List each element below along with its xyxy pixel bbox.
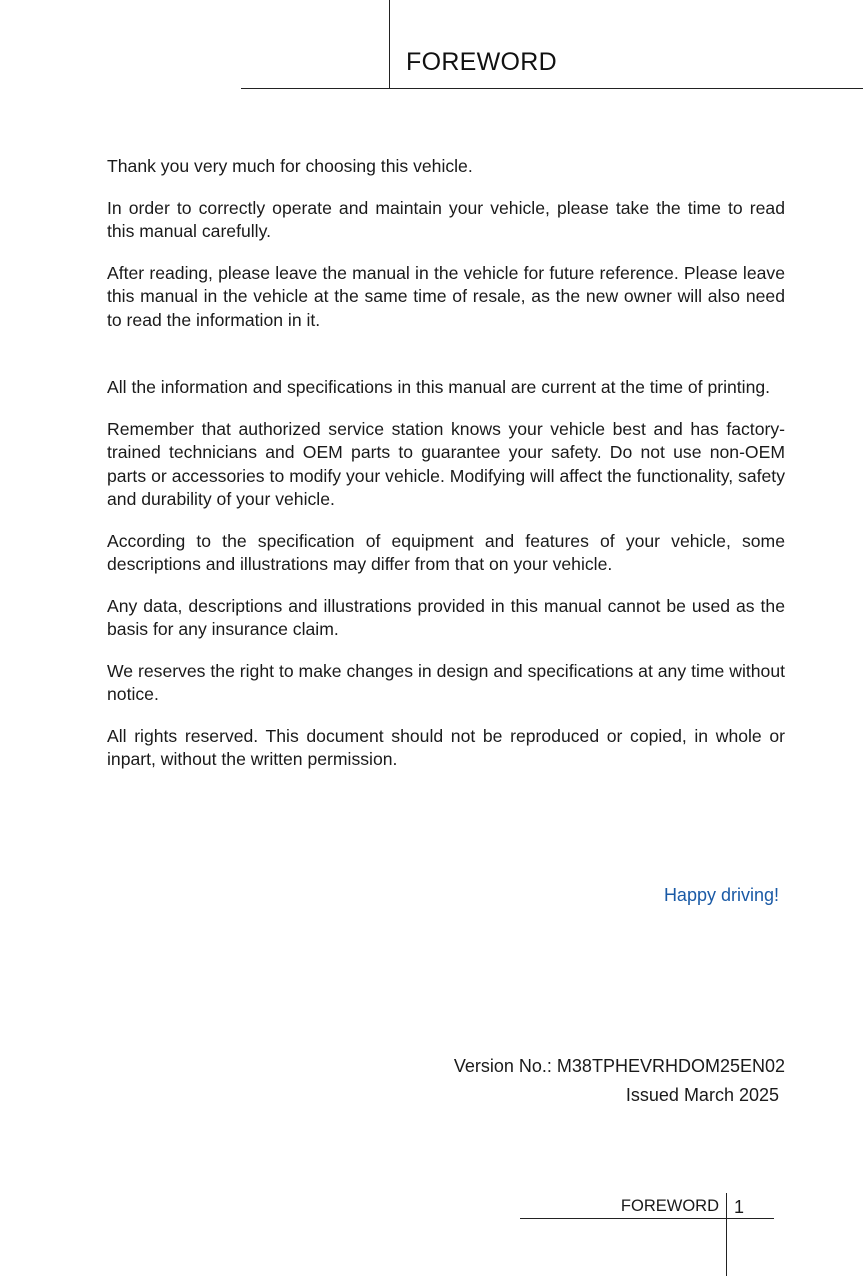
issue-date: Issued March 2025 [625,1085,779,1105]
paragraph-read-manual: In order to correctly operate and maintain your vehicle, please take the time to read this manual carefully. [107,197,785,241]
paragraph-service-station: Remember that authorized service station knows your vehicle best and has factory-trained technicians and OEM parts to guarantee your safety. Do not use non-OEM parts or accessories to modify your vehicle. Modifying will affect the functionality, safety and durability of your vehicle. [107,418,785,509]
footer-section-label: FOREWORD [620,1197,719,1215]
paragraph-rights-changes: We reserves the right to make changes in design and specifications at any time without notice. [107,660,785,704]
paragraph-insurance: Any data, descriptions and illustrations provided in this manual cannot be used as the basis for any insurance claim. [107,595,785,639]
foreword-body [107,155,785,790]
header-horizontal-rule [241,88,863,89]
closing-greeting: Happy driving! [663,885,779,905]
paragraph-thanks: Thank you very much for choosing this vehicle. [107,156,473,176]
paragraph-keep-manual: After reading, please leave the manual in the vehicle for future reference. Please leave this manual in the vehicle at the same time of resale, as the new owner will also need to read the information in it. [107,262,785,330]
page-title: FOREWORD [406,48,557,76]
paragraph-specification-differences: According to the specification of equipment and features of your vehicle, some descriptions and illustrations may differ from that on your vehicle. [107,530,785,574]
version-number: Version No.: M38TPHEVRHDOM25EN02 [453,1056,785,1076]
footer-vertical-rule [726,1193,727,1276]
footer-horizontal-rule [520,1218,774,1219]
paragraph-copyright: All rights reserved. This document should not be reproduced or copied, in whole or inpart, without the written permission. [107,725,785,769]
paragraph-current-info: All the information and specifications in this manual are current at the time of printing. [107,377,771,397]
page-number: 1 [734,1197,745,1217]
header-vertical-rule [389,0,390,88]
